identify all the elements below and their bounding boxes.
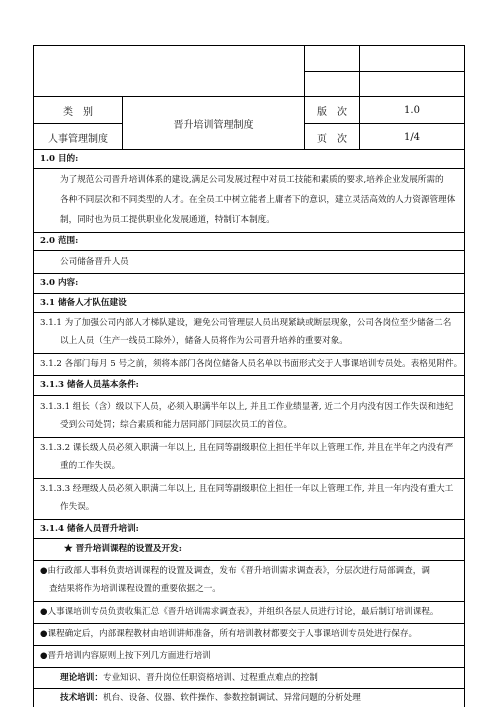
section-heading: 2.0 范围: xyxy=(40,236,79,246)
divider xyxy=(34,293,464,294)
divider xyxy=(34,312,464,313)
paragraph-line: 3.1.3.2 课长级人员必须入职满一年以上, 且在同等副级职位上担任半年以上管理工作, 并且在半年之内没有严 xyxy=(40,443,454,453)
tech-training-line xyxy=(60,692,361,704)
divider xyxy=(34,375,464,376)
paragraph-line: 受到公司处罚；综合素质和能力居同部门同层次员工的首位。 xyxy=(60,420,293,430)
paragraph-line: 3.1.2 各部门每月 5 号之前，须将本部门各岗位储备人员名单以书面形式交于人事课培训专员处。表格见附件。 xyxy=(40,359,463,369)
category-label: 类 别 xyxy=(63,106,93,118)
theory-label: 理论培训： xyxy=(60,673,103,683)
divider xyxy=(34,395,464,396)
divider xyxy=(34,688,464,689)
theory-text: 专业知识、晋升岗位任职资格培训、过程重点难点的控制 xyxy=(102,673,318,683)
paragraph-line: 公司储备晋升人员 xyxy=(60,257,129,267)
divider xyxy=(34,519,464,520)
page-label: 页 次 xyxy=(317,133,347,145)
category-value: 人事管理制度 xyxy=(48,133,108,145)
divider xyxy=(34,250,464,251)
paragraph-line: 3.1.3.3 经理级人员必须入职满二年以上, 且在同等副级职位上担任一年以上管理工作, 并且一年内没有重大工 xyxy=(40,484,454,494)
star-heading: ★ 晋升培训课程的设置及开发: xyxy=(64,544,182,554)
subsection-heading: 3.1 储备人才队伍建设 xyxy=(40,298,127,308)
bullet-line: 查结果将作为培训课程设置的重要依据之一。 xyxy=(49,584,221,594)
header-table xyxy=(33,45,465,150)
divider xyxy=(34,623,464,624)
section-heading: 1.0 目的: xyxy=(40,154,79,164)
divider xyxy=(34,601,464,602)
document-body xyxy=(33,150,465,707)
page-value: 1/4 xyxy=(403,131,421,143)
divider xyxy=(34,560,464,561)
section-heading: 3.0 内容: xyxy=(40,278,79,288)
paragraph-line: 重的工作失误。 xyxy=(60,461,121,471)
divider xyxy=(34,437,464,438)
paragraph-line: 3.1.1 为了加强公司内部人才梯队建设，避免公司管理层人员出现紧缺或断层现象，公司各岗位至少储备二名 xyxy=(40,318,452,328)
paragraph-line: 以上人员（生产一线员工除外），储备人员将作为公司晋升培养的重要对象。 xyxy=(60,336,348,346)
divider xyxy=(34,273,464,274)
tech-text: 机台、设备、仪器、软件操作、参数控制调试、异常问题的分析处理 xyxy=(102,693,361,703)
theory-training-line xyxy=(60,672,318,684)
bullet-line: ●由行政部人事科负责培训课程的设置及调查，发布《晋升培训需求调查表》，分层次进行局部调查，调 xyxy=(40,566,430,576)
paragraph-line: 制，同时也为员工提供职业化发展通道，特制订本制度。 xyxy=(60,215,275,225)
paragraph-line: 各种不同层次和不同类型的人才。在全员工中树立能者上庸者下的意识，建立灵活高效的人力资源管理体 xyxy=(60,195,456,205)
divider xyxy=(34,478,464,479)
divider xyxy=(34,538,464,539)
divider xyxy=(34,168,464,169)
divider xyxy=(34,667,464,668)
version-value: 1.0 xyxy=(404,104,420,116)
divider xyxy=(34,353,464,354)
bullet-line: ●晋升培训内容原则上按下列几方面进行培训 xyxy=(40,651,211,661)
document-title: 晋升培训管理制度 xyxy=(173,120,254,131)
tech-label: 技术培训： xyxy=(60,693,103,703)
bullet-line: ●课程确定后，内部课程教材由培训讲师准备，所有培训教材都要交于人事课培训专员处进行保存。 xyxy=(40,629,418,639)
grid-line xyxy=(304,71,464,72)
subsection-heading: 3.1.3 储备人员基本条件: xyxy=(40,380,139,390)
paragraph-line: 3.1.3.1 组长（含）级以下人员，必须入职满半年以上, 并且工作业绩显著, 近二个月内没有因工作失误和违纪 xyxy=(40,402,454,412)
divider xyxy=(34,232,464,233)
version-label: 版 次 xyxy=(317,106,347,118)
bullet-line: ●人事课培训专员负责收集汇总《晋升培训需求调查表》，并组织各层人员进行讨论，最后制订培训课程。 xyxy=(40,607,439,617)
paragraph-line: 作失误。 xyxy=(60,502,95,512)
divider xyxy=(34,645,464,646)
subsection-heading: 3.1.4 储备人员晋升培训: xyxy=(40,524,139,534)
paragraph-line: 为了规范公司晋升培训体系的建设,满足公司发展过程中对员工技能和素质的要求,培养企业发展所需的 xyxy=(60,175,444,185)
